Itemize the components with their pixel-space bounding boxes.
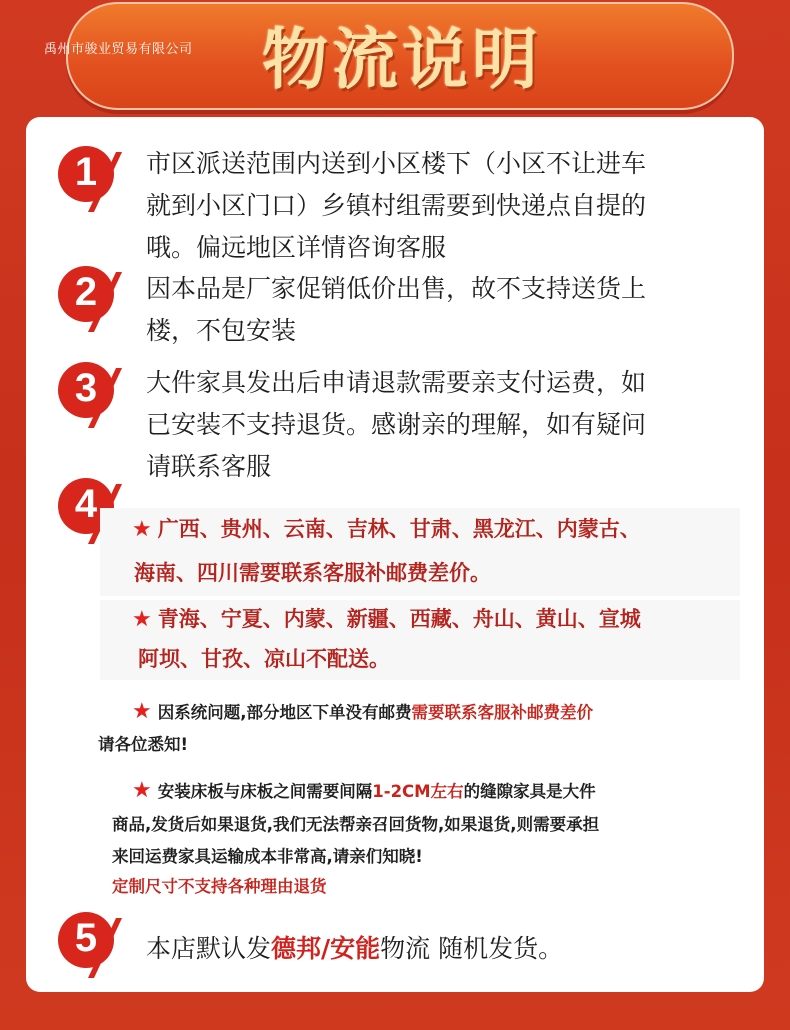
notice-3-line-2: 请各位悉知!: [98, 735, 189, 754]
section-1-line-3: 哦。偏远地区详情咨询客服: [146, 233, 447, 262]
notice-1-text-1: 广西、贵州、云南、吉林、甘肃、黑龙江、内蒙古、: [157, 517, 641, 541]
star-icon: ★: [132, 778, 152, 803]
notice-4-text-b: 1-2CM左右: [372, 782, 464, 801]
section-2-line-2: 楼，不包安装: [146, 316, 297, 345]
notice-4-line-4: 定制尺寸不支持各种理由退货: [112, 877, 327, 896]
section-5-text-emph: 德邦/安能: [271, 934, 381, 963]
notice-4-text-c: 的缝隙家具是大件: [463, 782, 596, 801]
badge-5: [58, 912, 114, 968]
notice-1-line-2: 海南、四川需要联系客服补邮费差价。: [134, 561, 491, 585]
section-1-line-2: 就到小区门口）乡镇村组需要到快递点自提的: [146, 191, 647, 220]
section-3-line-1: 大件家具发出后申请退款需要亲支付运费，如: [146, 368, 647, 397]
section-3-line-2: 已安装不支持退货。感谢亲的理解，如有疑问: [146, 410, 647, 439]
badge-5-number: 5: [74, 916, 98, 960]
badge-3: [58, 362, 114, 418]
notice-4-line-3: 来回运费家具运输成本非常高,请亲们知晓!: [112, 847, 423, 866]
notice-4-line-1: [132, 776, 596, 807]
section-5-text-post: 物流 随机发货。: [380, 934, 564, 963]
notice-3-line-1: [132, 697, 593, 728]
section-5-text: [146, 928, 563, 970]
notice-3-text-a: 因系统问题,部分地区下单没有邮费: [157, 703, 412, 722]
section-1-line-1: 市区派送范围内送到小区楼下（小区不让进车: [146, 149, 647, 178]
section-3-text: [146, 362, 646, 488]
badge-2-number: 2: [74, 270, 98, 314]
section-3-line-3: 请联系客服: [146, 452, 272, 481]
star-icon: ★: [132, 699, 152, 724]
section-5-text-pre: 本店默认发: [146, 934, 272, 963]
badge-2: [58, 266, 114, 322]
badge-3-number: 3: [74, 366, 98, 410]
notice-4-line-2: 商品,发货后如果退货,我们无法帮亲召回货物,如果退货,则需要承担: [112, 815, 600, 834]
page-title: 物流说明: [262, 21, 542, 98]
notice-2-line-1: [132, 604, 641, 635]
notice-2-text-1: 青海、宁夏、内蒙、新疆、西藏、舟山、黄山、宣城: [157, 607, 641, 631]
badge-1-number: 1: [74, 150, 98, 194]
company-name: 禹州市骏业贸易有限公司: [44, 42, 193, 57]
star-icon: ★: [132, 517, 152, 542]
star-icon: ★: [132, 607, 152, 632]
notice-2-line-2: 阿坝、甘孜、凉山不配送。: [138, 647, 390, 671]
notice-3-text-b: 需要联系客服补邮费差价: [411, 703, 594, 722]
section-2-text: [146, 268, 646, 352]
section-1-text: [146, 143, 646, 269]
section-2-line-1: 因本品是厂家促销低价出售，故不支持送货上: [146, 274, 647, 303]
badge-1: [58, 146, 114, 202]
notice-4-text-a: 安装床板与床板之间需要间隔: [157, 782, 373, 801]
badge-4-number: 4: [74, 482, 98, 526]
notice-1-line-1: [132, 514, 641, 545]
